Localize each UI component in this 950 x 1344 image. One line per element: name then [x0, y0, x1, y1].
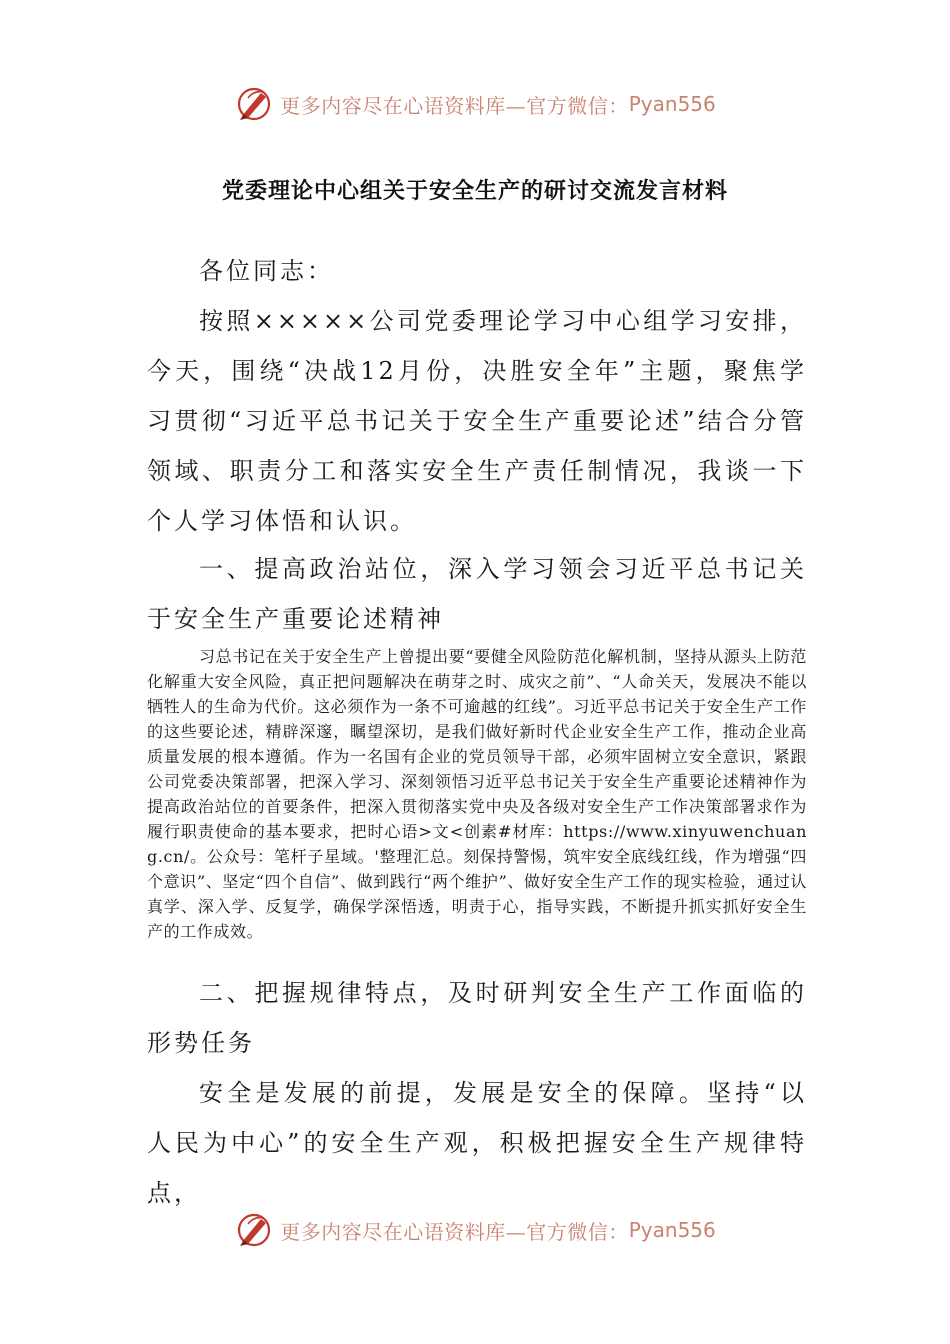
- banner-wechat-id: Pyan556: [628, 92, 716, 116]
- section-heading-2: 二、把握规律特点，及时研判安全生产工作面临的形势任务: [147, 979, 807, 1057]
- document-title: 党委理论中心组关于安全生产的研讨交流发言材料: [221, 179, 728, 204]
- footer-banner: [0, 1208, 950, 1252]
- section-body-2: 安全是发展的前提，发展是安全的保障。坚持“以人民为中心”的安全生产观，积极把握安全生产规律特点，: [147, 1079, 807, 1207]
- header-banner: [0, 82, 950, 126]
- pen-nib-circle-icon: [234, 1210, 274, 1250]
- pen-nib-circle-icon: [234, 84, 274, 124]
- greeting: 各位同志：: [199, 257, 334, 285]
- banner-text: 更多内容尽在心语资料库—官方微信：: [280, 93, 629, 118]
- intro-paragraph: 按照×××××公司党委理论学习中心组学习安排，今天，围绕“决战12月份，决胜安全年”主题，聚焦学习贯彻“习近平总书记关于安全生产重要论述”结合分管领域、职责分工和落实安全生产责任制情况，我谈一下个人学习体悟和认识。: [147, 307, 807, 535]
- footer-banner-wechat-id: Pyan556: [628, 1218, 716, 1242]
- section-body-1: 习总书记在关于安全生产上曾提出要“要健全风险防范化解机制，坚持从源头上防范化解重大安全风险，真正把问题解决在萌芽之时、成灾之前”、“人命关天，发展决不能以牺牲人的生命为代价。这必须作为一条不可逾越的红线”。习近平总书记关于安全生产工作的这些要论述，精辟深邃，瞩望深切，是我们做好新时代企业安全生产工作，推动企业高质量发展的根本遵循。作为一名国有企业的党员领导干部，必须牢固树立安全意识，紧跟公司党委决策部署，把深入学习、深刻领悟习近平总书记关于安全生产重要论述精神作为提高政治站位的首要条件，把深入贯彻落实党中央及各级对安全生产工作决策部署求作为履行职责使命的基本要求，把时心语>文<创素#材库：https://www.xinyuwenchuang.cn/。公众号：笔杆子星域。'整理汇总。刻保持警惕，筑牢安全底线红线，作为增强“四个意识”、坚定“四个自信”、做到践行“两个维护”、做好安全生产工作的现实检验，通过认真学、深入学、反复学，确保学深悟透，明责于心，指导实践，不断提升抓实抓好安全生产的工作成效。: [147, 647, 807, 941]
- footer-banner-text: 更多内容尽在心语资料库—官方微信：: [280, 1219, 629, 1244]
- section-heading-1: 一、提高政治站位，深入学习领会习近平总书记关于安全生产重要论述精神: [147, 555, 807, 633]
